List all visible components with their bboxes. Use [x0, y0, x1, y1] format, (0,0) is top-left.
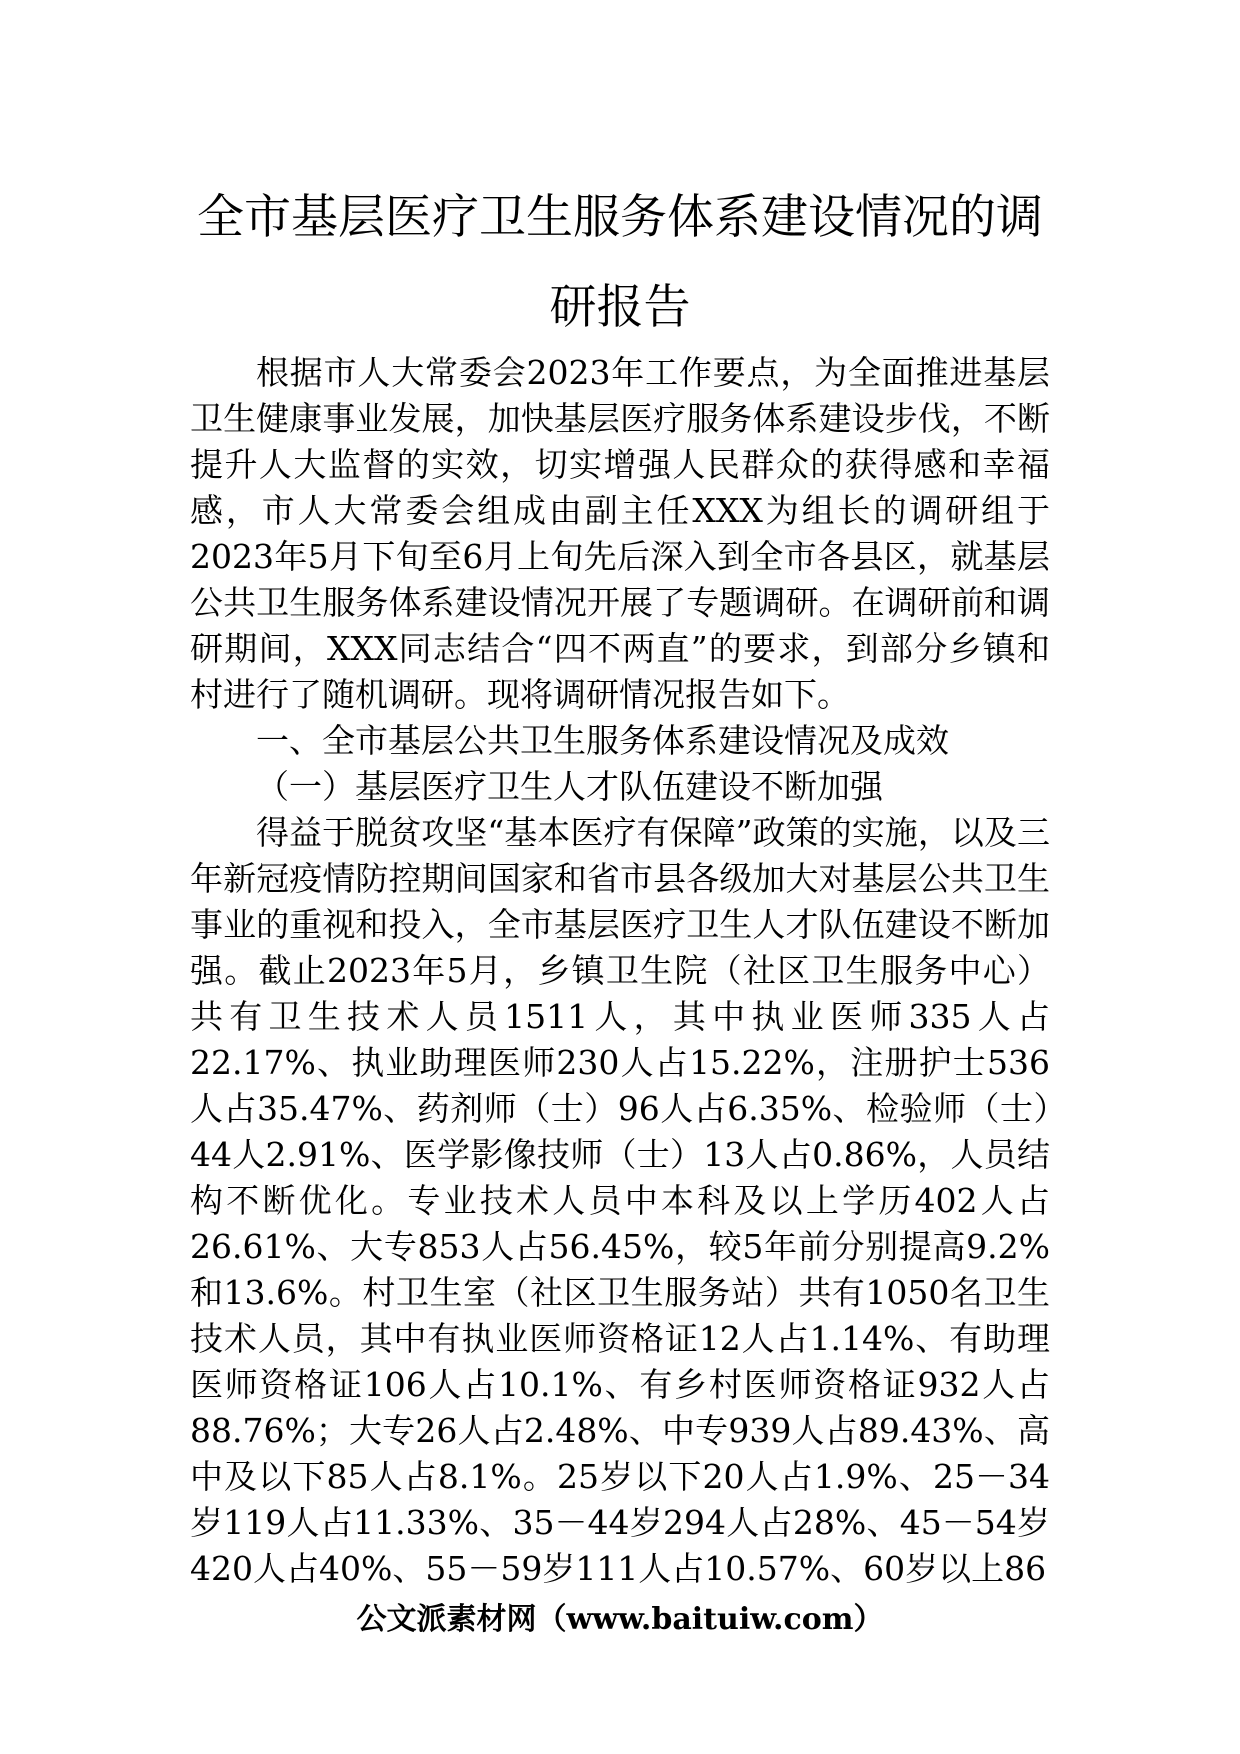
document-body [190, 350, 1050, 1592]
section-heading: 一、全市基层公共卫生服务体系建设情况及成效 [256, 721, 949, 760]
subsection-paragraph: 得益于脱贫攻坚“基本医疗有保障”政策的实施，以及三年新冠疫情防控期间国家和省市县各级加大对基层公共卫生事业的重视和投入，全市基层医疗卫生人才队伍建设不断加强。截止2023年5月，乡镇卫生院（社区卫生服务中心）共有卫生技术人员1511人，其中执业医师335人占22.17%、执业助理医师230人占15.22%，注册护士536人占35.47%、药剂师（士）96人占6.35%、检验师（士）44人2.91%、医学影像技师（士）13人占0.86%，人员结构不断优化。专业技术人员中本科及以上学历402人占26.61%、大专853人占56.45%，较5年前分别提高9.2%和13.6%。村卫生室（社区卫生服务站）共有1050名卫生技术人员，其中有执业医师资格证12人占1.14%、有助理医师资格证106人占10.1%、有乡村医师资格证932人占88.76%；大专26人占2.48%、中专939人占89.43%、高中及以下85人占8.1%。25岁以下20人占1.9%、25－34岁119人占11.33%、35－44岁294人占28%、45－54岁420人占40%、55－59岁111人占10.57%、60岁以上86 [190, 813, 1050, 1588]
document-title-line-1: 全市基层医疗卫生服务体系建设情况的调 [197, 190, 1043, 245]
intro-paragraph: 根据市人大常委会2023年工作要点，为全面推进基层卫生健康事业发展，加快基层医疗服务体系建设步伐，不断提升人大监督的实效，切实增强人民群众的获得感和幸福感，市人大常委会组成由副主任XXX为组长的调研组于2023年5月下旬至6月上旬先后深入到全市各县区，就基层公共卫生服务体系建设情况开展了专题调研。在调研前和调研期间，XXX同志结合“四不两直”的要求，到部分乡镇和村进行了随机调研。现将调研情况报告如下。 [190, 353, 1050, 714]
footer-watermark: 公文派素材网（www.baituiw.com） [356, 1602, 884, 1637]
document-title-line-2: 研报告 [549, 280, 691, 335]
subsection-heading: （一）基层医疗卫生人才队伍建设不断加强 [256, 767, 883, 806]
